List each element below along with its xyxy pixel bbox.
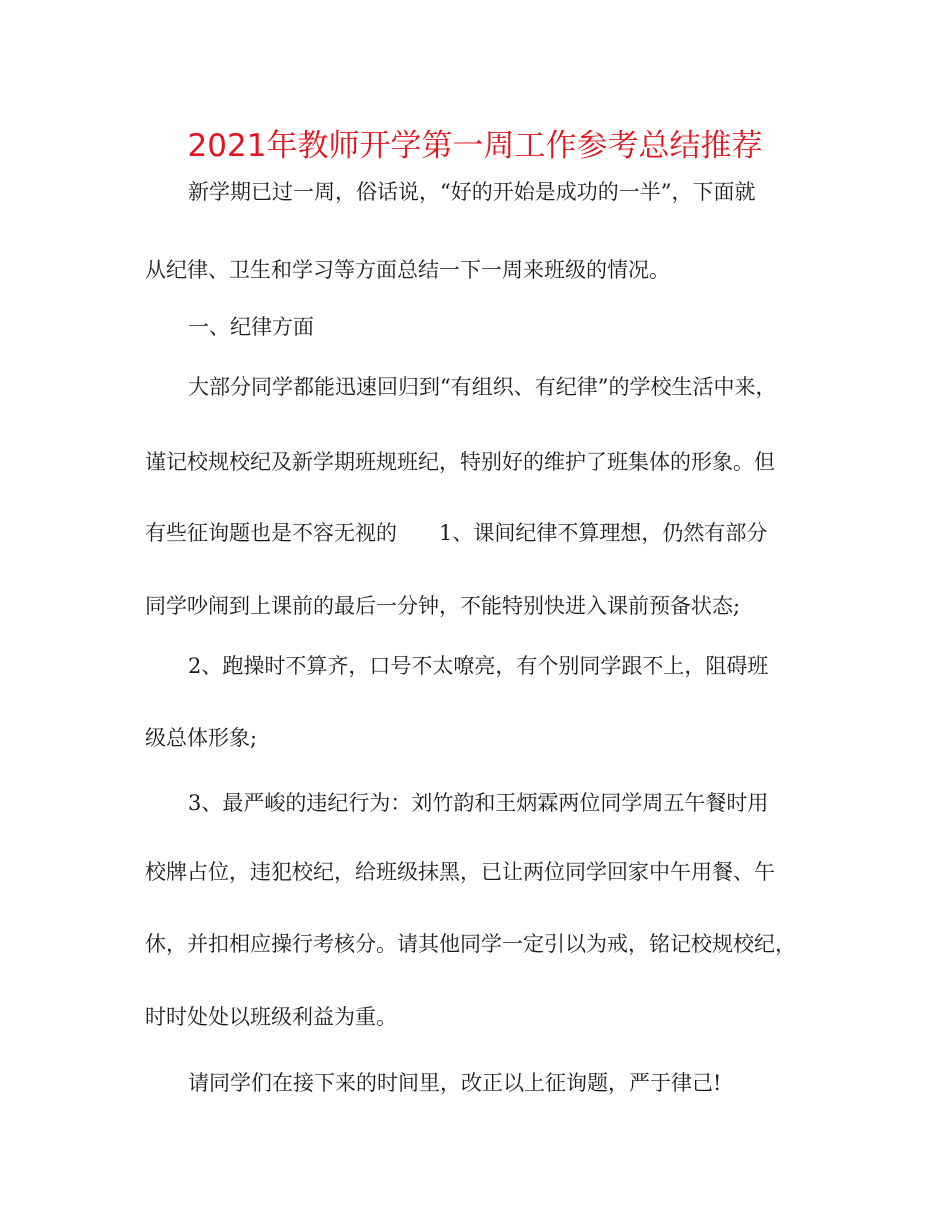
paragraph-line: 谨记校规校纪及新学期班规班纪，特别好的维护了班集体的形象。但: [145, 450, 775, 474]
paragraph-line: 有些征询题也是不容无视的 1、课间纪律不算理想，仍然有部分: [145, 521, 768, 545]
section-heading: 一、纪律方面: [188, 315, 314, 339]
paragraph-line: 从纪律、卫生和学习等方面总结一下一周来班级的情况。: [145, 258, 670, 282]
paragraph-line: 大部分同学都能迅速回归到“有组织、有纪律”的学校生活中来，: [188, 375, 777, 399]
paragraph-line: 级总体形象;: [145, 726, 258, 750]
paragraph-line: 同学吵闹到上课前的最后一分钟，不能特别快进入课前预备状态;: [145, 594, 741, 618]
paragraph-line: 2、跑操时不算齐，口号不太嘹亮，有个别同学跟不上，阻碍班: [188, 654, 769, 678]
document-title: 2021年教师开学第一周工作参考总结推荐: [187, 128, 763, 164]
paragraph-line: 请同学们在接下来的时间里，改正以上征询题，严于律己!: [188, 1071, 722, 1095]
paragraph-line: 校牌占位，违犯校纪，给班级抹黑，已让两位同学回家中午用餐、午: [145, 860, 775, 884]
paragraph-line: 休，并扣相应操行考核分。请其他同学一定引以为戒，铭记校规校纪，: [145, 932, 796, 956]
paragraph-line: 3、最严峻的违纪行为：刘竹韵和王炳霖两位同学周五午餐时用: [188, 791, 769, 815]
paragraph-line: 时时处处以班级利益为重。: [145, 1005, 397, 1029]
paragraph-line: 新学期已过一周，俗话说，“好的开始是成功的一半”，下面就: [188, 180, 756, 204]
